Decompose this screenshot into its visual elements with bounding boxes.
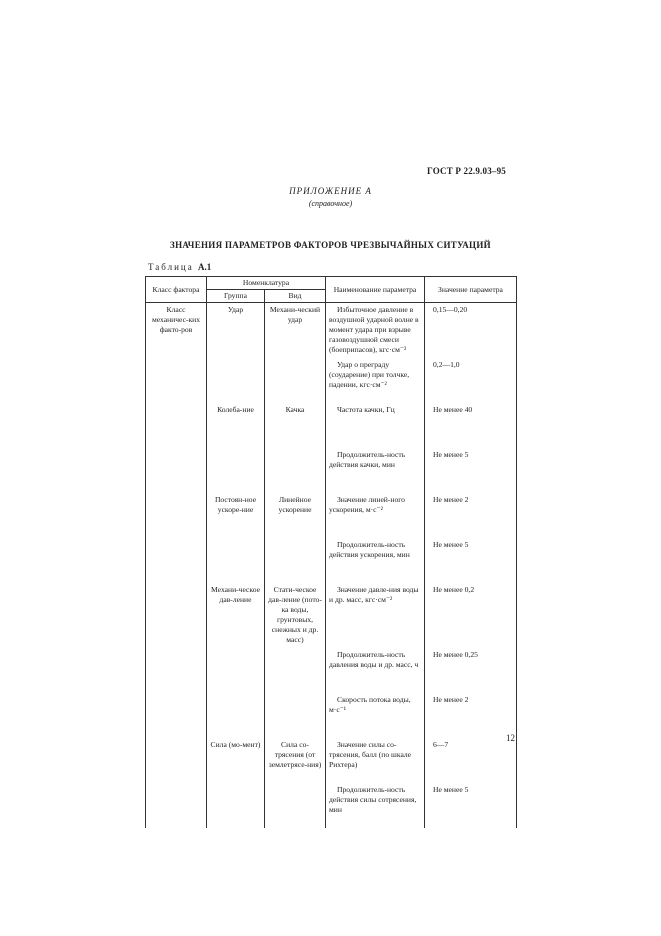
kind-cell [265, 648, 326, 693]
parameter-cell: Продолжитель-ность действия силы сотрясения, мин [326, 783, 425, 828]
factor-class-cell [146, 738, 207, 783]
section-title: ЗНАЧЕНИЯ ПАРАМЕТРОВ ФАКТОРОВ ЧРЕЗВЫЧАЙНЫХ СИТУАЦИЙ [170, 240, 491, 250]
parameters-table [145, 276, 517, 828]
table-row [146, 358, 517, 403]
kind-cell: Качка [265, 403, 326, 448]
table-row [146, 693, 517, 738]
group-cell [207, 783, 265, 828]
factor-class-cell [146, 538, 207, 583]
parameter-cell: Частота качки, Гц [326, 403, 425, 448]
factor-class-cell [146, 648, 207, 693]
group-cell: Механи-ческое дав-ление [207, 583, 265, 648]
table-caption-number: А.1 [198, 262, 212, 272]
kind-cell: Стати-ческое дав-ление (пото-ка воды, грунтовых, снежных и др. масс) [265, 583, 326, 648]
factor-class-cell [146, 493, 207, 538]
group-cell [207, 448, 265, 493]
factor-class-cell [146, 448, 207, 493]
table-row [146, 583, 517, 648]
kind-cell [265, 783, 326, 828]
appendix-note: (справочное) [308, 199, 353, 208]
factor-class-cell [146, 583, 207, 648]
group-cell [207, 693, 265, 738]
factor-class-cell [146, 358, 207, 403]
kind-cell: Сила со-трясения (от землетрясе-ния) [265, 738, 326, 783]
factor-class-cell [146, 693, 207, 738]
parameter-cell: Значение силы со-трясения, балл (по шкале Рихтера) [326, 738, 425, 783]
group-cell: Сила (мо-мент) [207, 738, 265, 783]
group-cell: Колеба-ние [207, 403, 265, 448]
table-body [146, 303, 517, 829]
header-nomenclature: Номенклатура [207, 277, 326, 290]
table-caption [148, 262, 211, 272]
table-row [146, 738, 517, 783]
table-row [146, 403, 517, 448]
header-kind: Вид [265, 290, 326, 303]
factor-class-cell [146, 403, 207, 448]
table-row [146, 448, 517, 493]
group-cell [207, 538, 265, 583]
document-code: ГОСТ Р 22.9.03–95 [427, 166, 507, 176]
table-row [146, 493, 517, 538]
value-cell: Не менее 5 [425, 538, 517, 583]
value-cell: Не менее 2 [425, 493, 517, 538]
kind-cell: Механи-ческий удар [265, 303, 326, 359]
value-cell: 0,15—0,20 [425, 303, 517, 359]
kind-cell [265, 358, 326, 403]
value-cell: Не менее 2 [425, 693, 517, 738]
parameter-cell: Значение линей-ного ускорения, м·с⁻² [326, 493, 425, 538]
page-number: 12 [506, 733, 515, 743]
header-group: Группа [207, 290, 265, 303]
parameter-cell: Значение давле-ния воды и др. масс, кгс·см⁻² [326, 583, 425, 648]
table-row [146, 783, 517, 828]
factor-class-cell [146, 783, 207, 828]
parameter-cell: Продолжитель-ность действия качки, мин [326, 448, 425, 493]
value-cell: 0,2—1,0 [425, 358, 517, 403]
group-cell [207, 358, 265, 403]
value-cell: Не менее 0,2 [425, 583, 517, 648]
kind-cell [265, 538, 326, 583]
header-value: Значение параметра [425, 277, 517, 303]
group-cell: Удар [207, 303, 265, 359]
value-cell: Не менее 0,25 [425, 648, 517, 693]
parameter-cell: Избыточное давление в воздушной ударной волне в момент удара при взрыве газовоздушной смеси (боеприпасов), кгс·см⁻² [326, 303, 425, 359]
table-row [146, 648, 517, 693]
table-caption-label: Таблица [148, 262, 194, 272]
value-cell: Не менее 40 [425, 403, 517, 448]
appendix-title: ПРИЛОЖЕНИЕ А [289, 186, 372, 196]
parameter-cell: Продолжитель-ность давления воды и др. масс, ч [326, 648, 425, 693]
factor-class-cell: Класс механичес-ких факто-ров [146, 303, 207, 359]
kind-cell [265, 693, 326, 738]
kind-cell: Линейное ускорение [265, 493, 326, 538]
parameter-cell: Скорость потока воды, м·с⁻¹ [326, 693, 425, 738]
kind-cell [265, 448, 326, 493]
group-cell [207, 648, 265, 693]
value-cell: Не менее 5 [425, 448, 517, 493]
table-row [146, 538, 517, 583]
parameter-cell: Удар о преграду (соударение) при толчке, падении, кгс·см⁻² [326, 358, 425, 403]
value-cell: 6—7 [425, 738, 517, 783]
header-parameter: Наименование параметра [326, 277, 425, 303]
value-cell: Не менее 5 [425, 783, 517, 828]
parameter-cell: Продолжитель-ность действия ускорения, мин [326, 538, 425, 583]
header-factor-class: Класс фактора [146, 277, 207, 303]
table-row [146, 303, 517, 359]
group-cell: Постоян-ное ускоре-ние [207, 493, 265, 538]
